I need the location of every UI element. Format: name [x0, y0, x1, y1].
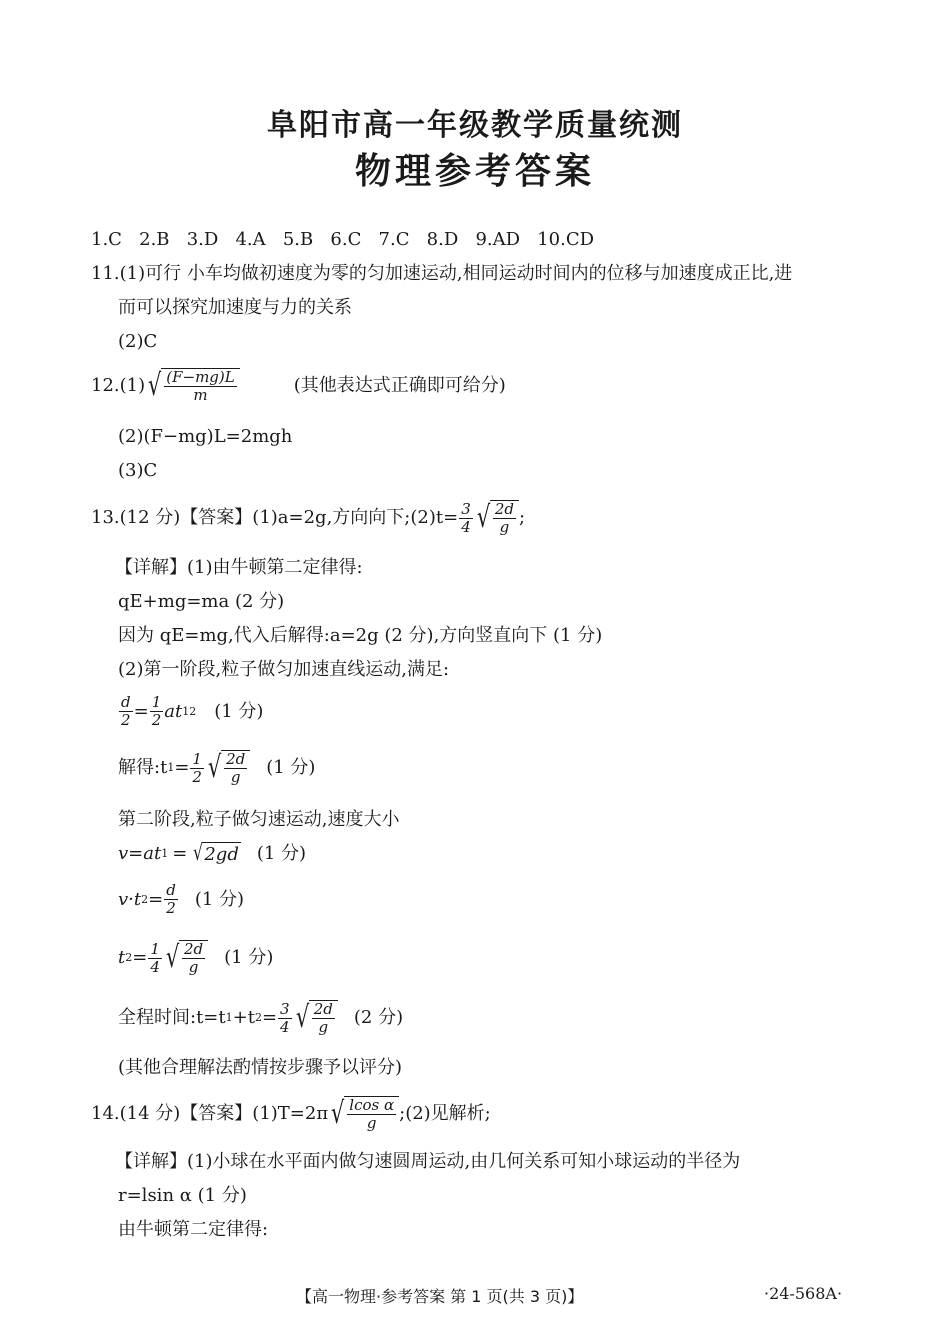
q12-frac-num: (F−mg)L: [166, 368, 235, 386]
q12-note: (其他表达式正确即可给分): [293, 375, 506, 396]
q12-prefix: 12.(1): [91, 375, 146, 396]
q14-detail: 【详解】(1)小球在水平面内做匀速圆周运动,由几何关系可知小球运动的半径为: [115, 1151, 741, 1172]
q13-eq4: 解得:t 1 = $\frac{1}{2}$ √ $\frac{2d}{g}$ (1 分): [118, 749, 316, 786]
radical-icon: √: [476, 500, 490, 535]
q13-eq3-half: $\frac{1}{2}$: [151, 693, 162, 729]
answer-3: 3.D: [186, 229, 219, 250]
q12-line3: (3)C: [118, 460, 158, 481]
q13-eq6: v·t 2 = $\frac{d}{2}$ (1 分): [118, 881, 245, 917]
q14-eq1: r=lsin α (1 分): [118, 1185, 247, 1206]
answer-7: 7.C: [378, 229, 410, 250]
q14-head-prefix: 14.(14 分)【答案】(1)T=2π: [91, 1103, 329, 1124]
answer-10: 10.CD: [537, 229, 595, 250]
q13-head-prefix: 13.(12 分)【答案】(1)a=2g,方向向下;(2)t=: [91, 507, 459, 528]
footer-page-info: 【高一物理·参考答案 第 1 页(共 3 页)】: [296, 1287, 584, 1306]
q14-eq2: 由牛顿第二定律得:: [118, 1219, 269, 1240]
q13-eq5: v=at 1 = √ 2gd (1 分): [118, 841, 307, 866]
answer-9: 9.AD: [475, 229, 521, 250]
answer-2: 2.B: [139, 229, 170, 250]
q13-head-rad-den: g: [499, 518, 510, 536]
answer-8: 8.D: [426, 229, 459, 250]
radical-icon: √: [207, 750, 222, 785]
q12-sqrt: [145, 368, 240, 404]
answer-4: 4.A: [235, 229, 266, 250]
q13-head-frac: [459, 501, 473, 536]
q13-head-frac-den: 4: [461, 517, 471, 536]
q13-stage1: (2)第一阶段,粒子做匀加速直线运动,满足:: [118, 659, 450, 680]
q14-head-sqrt: √ $\frac{\text{lcos α}}{g}$: [328, 1096, 399, 1132]
q11-line2: 而可以探究加速度与力的关系: [118, 297, 352, 318]
radical-icon: √: [295, 1000, 309, 1035]
q13-head-suffix: ;: [519, 507, 526, 528]
q13-detail: 【详解】(1)由牛顿第二定律得:: [115, 557, 363, 578]
radical-icon: √: [147, 368, 162, 403]
q13-eq7: t 2 = $\frac{1}{4}$ √ $\frac{2d}{g}$ (1 分): [118, 939, 274, 976]
q12-line2: (2)(F−mg)L=2mgh: [118, 426, 293, 447]
q12-frac-den: m: [193, 386, 208, 404]
q13-eq2: 因为 qE=mg,代入后解得:a=2g (2 分),方向竖直向下 (1 分): [118, 625, 603, 646]
q13-other: (其他合理解法酌情按步骤予以评分): [118, 1057, 403, 1078]
title-line2: 物理参考答案: [354, 151, 595, 192]
radical-icon: √: [193, 841, 204, 866]
q13-eq3: $\frac{d}{2}$ = $\frac{1}{2}$ at 1 2 (1 分): [121, 693, 264, 729]
answer-6: 6.C: [330, 229, 362, 250]
title-line1: 阜阳市高一年级教学质量统测: [267, 108, 683, 143]
q12-fraction: [164, 369, 236, 404]
radical-icon: √: [331, 1096, 345, 1131]
answer-5: 5.B: [282, 229, 314, 250]
radical-icon: √: [165, 940, 180, 975]
answer-1: 1.C: [91, 229, 122, 250]
q11-line3: (2)C: [118, 331, 158, 352]
q13-eq3-lhs: $\frac{d}{2}$: [121, 693, 131, 729]
footer-code: ·24-568A·: [764, 1284, 843, 1303]
q13-eq7-sqrt: √ $\frac{2d}{g}$: [163, 940, 208, 976]
q13-stage2: 第二阶段,粒子做匀速运动,速度大小: [118, 809, 400, 830]
q13-eq8-sqrt: √ $\frac{2d}{g}$: [293, 1000, 338, 1036]
q12-line1: [91, 368, 506, 404]
q13-head-rad-num: 2d: [494, 500, 515, 518]
mc-answers: [91, 228, 594, 252]
q13-eq4-sqrt: √ $\frac{2d}{g}$: [205, 750, 250, 786]
q13-eq8: 全程时间:t=t 1 +t 2 = $\frac{3}{4}$ √ $\frac{2d}{g}$ (2 分): [118, 999, 404, 1036]
q13-header: [91, 500, 525, 536]
q13-head-sqrt: [474, 500, 519, 536]
q13-eq1: qE+mg=ma (2 分): [118, 591, 285, 612]
q14-head-suffix: ;(2)见解析;: [399, 1103, 491, 1124]
q11-line1: 11.(1)可行 小车均做初速度为零的匀加速运动,相同运动时间内的位移与加速度成正比,进: [91, 263, 793, 284]
q13-eq5-sqrt: √ 2gd: [193, 841, 239, 866]
q13-head-frac-num: 3: [461, 499, 471, 518]
q14-header: [91, 1096, 491, 1132]
